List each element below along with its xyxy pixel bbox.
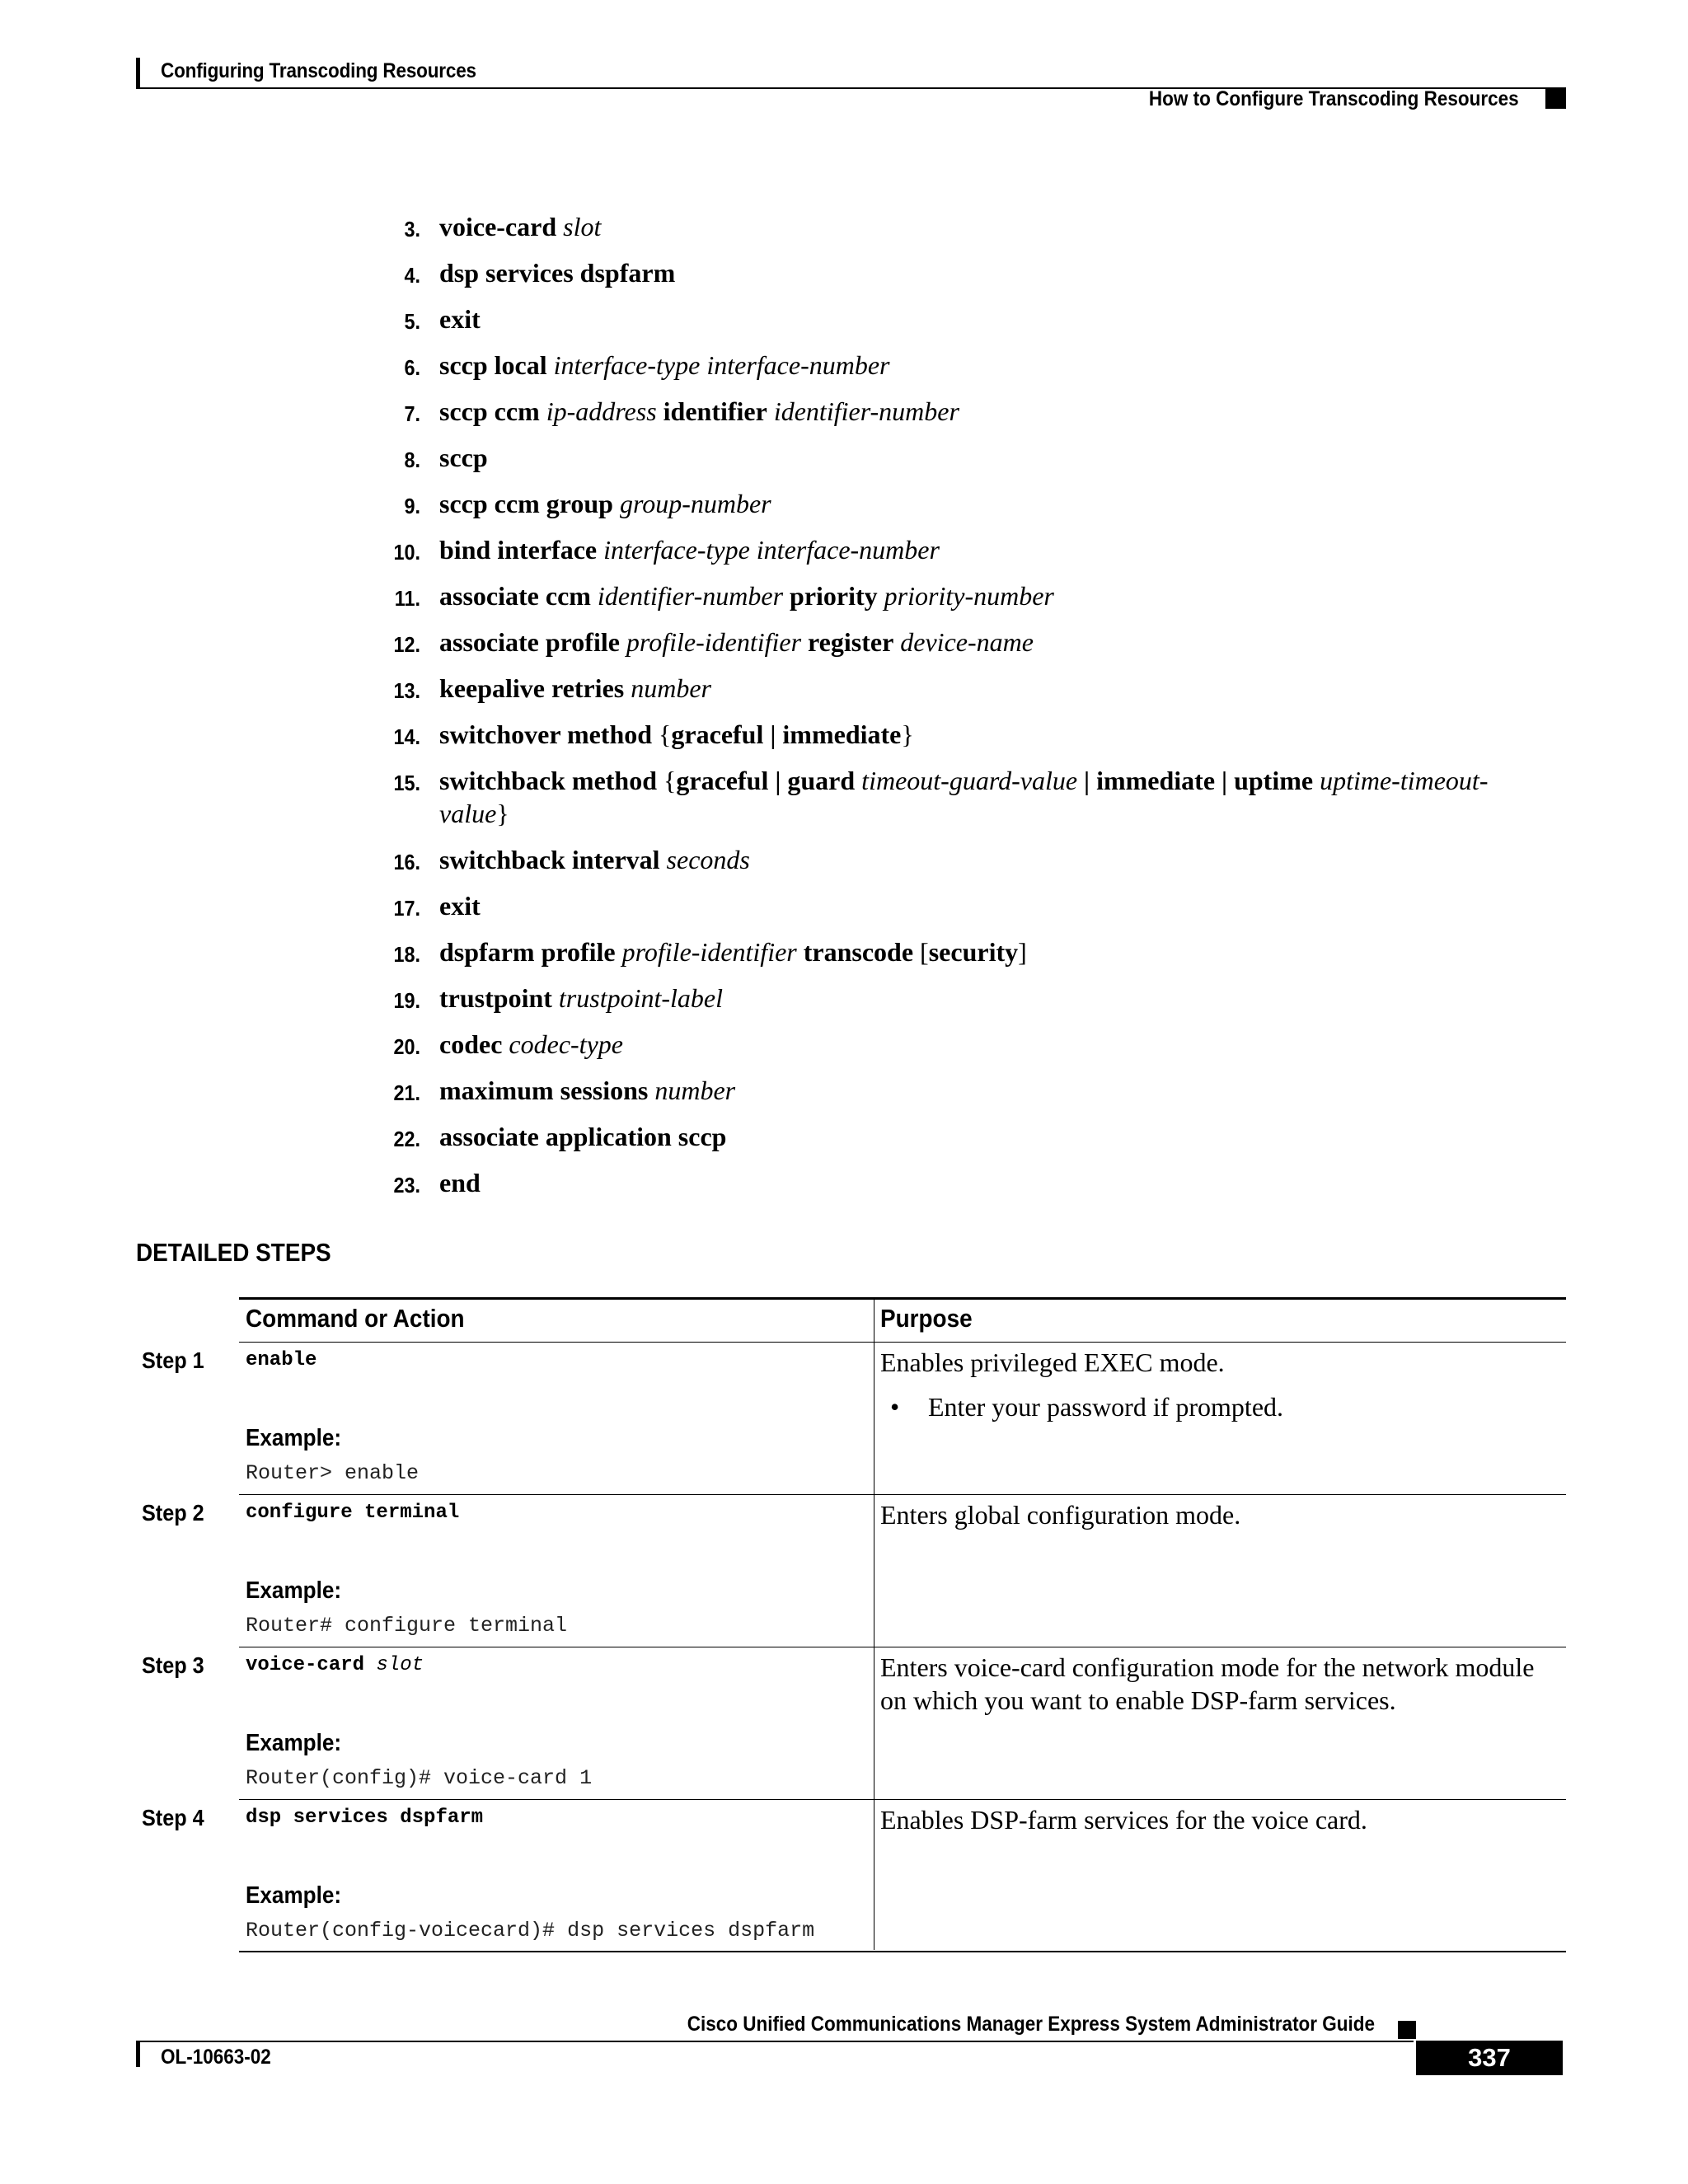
syntax-keyword: codec — [439, 1029, 503, 1059]
syntax-keyword: keepalive retries — [439, 673, 625, 703]
example-code: Router> enable — [246, 1461, 420, 1485]
syntax-punctuation — [556, 212, 563, 241]
table-row — [0, 1343, 1566, 1495]
summary-step — [363, 487, 1550, 520]
syntax-punctuation — [613, 489, 620, 518]
summary-step-number: 4. — [404, 263, 420, 288]
syntax-keyword: maximum sessions — [439, 1076, 649, 1105]
bullet-dot-icon: • — [890, 1392, 900, 1422]
syntax-keyword: immediate — [782, 719, 902, 749]
footer-rule — [136, 2041, 1414, 2042]
summary-step-syntax — [439, 983, 723, 1013]
summary-step-number: 19. — [393, 988, 420, 1013]
example-code: Router(config-voicecard)# dsp services dspfarm — [246, 1919, 815, 1943]
syntax-punctuation — [801, 627, 808, 657]
syntax-punctuation: ] — [1018, 937, 1027, 967]
summary-step-syntax — [439, 350, 889, 380]
syntax-keyword: sccp ccm — [439, 396, 540, 426]
syntax-argument: group-number — [619, 489, 771, 518]
step-label: Step 4 — [142, 1805, 204, 1830]
summary-step-number: 6. — [404, 355, 420, 380]
summary-step-number: 21. — [393, 1080, 420, 1105]
table-row — [0, 1800, 1566, 1952]
syntax-argument: timeout-guard-value — [861, 766, 1078, 795]
syntax-keyword: end — [439, 1168, 481, 1197]
summary-step — [363, 579, 1550, 612]
summary-step-number: 20. — [393, 1034, 420, 1059]
syntax-keyword: associate profile — [439, 627, 620, 657]
syntax-argument: codec-type — [509, 1029, 623, 1059]
syntax-keyword: immediate — [1096, 766, 1216, 795]
syntax-keyword: switchover method — [439, 719, 653, 749]
syntax-argument: interface-type interface-number — [603, 535, 940, 565]
summary-step-syntax — [439, 1168, 481, 1197]
syntax-punctuation — [878, 581, 884, 611]
syntax-punctuation: } — [496, 799, 509, 828]
summary-step-number: 22. — [393, 1127, 420, 1151]
syntax-keyword: | — [763, 719, 783, 749]
header-section-title: How to Configure Transcoding Resources — [1149, 87, 1519, 110]
summary-step-syntax — [439, 396, 959, 426]
syntax-punctuation — [552, 983, 559, 1013]
syntax-punctuation — [597, 535, 603, 565]
syntax-punctuation — [797, 937, 804, 967]
syntax-argument: number — [654, 1076, 736, 1105]
summary-step-number: 11. — [394, 586, 420, 611]
syntax-punctuation — [591, 581, 598, 611]
summary-step-number: 23. — [393, 1173, 420, 1197]
summary-step-syntax — [439, 937, 1027, 967]
summary-step-syntax — [439, 1029, 623, 1059]
example-code: Router(config)# voice-card 1 — [246, 1766, 593, 1790]
summary-step-syntax — [439, 891, 481, 921]
syntax-keyword: switchback method — [439, 766, 658, 795]
summary-step — [363, 1074, 1550, 1107]
syntax-argument: profile-identifier — [626, 627, 802, 657]
summary-step — [363, 1166, 1550, 1199]
column-header-command: Command or Action — [246, 1304, 465, 1333]
syntax-keyword: exit — [439, 891, 481, 921]
summary-step-number: 18. — [393, 942, 420, 967]
summary-step-number: 12. — [393, 632, 420, 657]
step-label: Step 2 — [142, 1500, 204, 1526]
summary-step-syntax — [439, 443, 488, 472]
summary-step — [363, 935, 1550, 968]
syntax-keyword: sccp ccm group — [439, 489, 613, 518]
summary-step-syntax — [439, 258, 675, 288]
summary-step — [363, 349, 1550, 382]
syntax-keyword: dspfarm profile — [439, 937, 616, 967]
summary-step-syntax — [439, 304, 481, 334]
summary-step-number: 17. — [393, 896, 420, 921]
syntax-keyword: guard — [787, 766, 856, 795]
summary-step-number: 9. — [404, 494, 420, 518]
syntax-punctuation — [1313, 766, 1320, 795]
syntax-argument: trustpoint-label — [558, 983, 724, 1013]
syntax-keyword: associate ccm — [439, 581, 591, 611]
step-label: Step 3 — [142, 1652, 204, 1678]
syntax-punctuation — [657, 396, 663, 426]
syntax-punctuation — [783, 581, 790, 611]
page-number: 337 — [1416, 2041, 1563, 2075]
purpose-bullet — [880, 1390, 1556, 1423]
summary-step-number: 3. — [404, 217, 420, 241]
syntax-argument: seconds — [666, 845, 750, 874]
summary-step-syntax — [439, 489, 771, 518]
summary-step — [363, 302, 1550, 335]
purpose-description: Enters voice-card configuration mode for the network module on which you want to enable DSP-farm services. — [880, 1652, 1535, 1715]
summary-step — [363, 672, 1550, 705]
table-row-rule — [239, 1951, 1566, 1952]
syntax-keyword: dsp services dspfarm — [439, 258, 676, 288]
summary-step — [363, 982, 1550, 1015]
syntax-keyword: identifier — [663, 396, 767, 426]
detailed-steps-heading: DETAILED STEPS — [136, 1238, 331, 1267]
purpose-description: Enables DSP-farm services for the voice card. — [880, 1805, 1367, 1835]
command-syntax — [246, 1349, 316, 1371]
purpose-text — [880, 1651, 1556, 1717]
summary-step-syntax — [439, 845, 750, 874]
purpose-description: Enters global configuration mode. — [880, 1500, 1241, 1530]
syntax-keyword: trustpoint — [439, 983, 552, 1013]
summary-step — [363, 1028, 1550, 1061]
syntax-punctuation: { — [657, 766, 677, 795]
summary-step-number: 8. — [404, 448, 420, 472]
summary-step — [363, 210, 1550, 243]
example-label: Example: — [246, 1425, 342, 1451]
syntax-punctuation — [660, 845, 667, 874]
syntax-keyword: bind interface — [439, 535, 598, 565]
syntax-argument: slot — [563, 212, 602, 241]
summary-step — [363, 395, 1550, 428]
syntax-keyword: security — [928, 937, 1019, 967]
table-row — [0, 1495, 1566, 1647]
syntax-punctuation — [855, 766, 861, 795]
summary-step-syntax — [439, 1076, 735, 1105]
example-label: Example: — [246, 1577, 342, 1604]
syntax-punctuation — [620, 627, 626, 657]
syntax-keyword: switchback interval — [439, 845, 660, 874]
syntax-keyword: transcode — [803, 937, 914, 967]
command-syntax — [246, 1654, 424, 1676]
syntax-punctuation — [540, 396, 546, 426]
table-top-rule — [239, 1297, 1566, 1300]
syntax-argument: device-name — [900, 627, 1034, 657]
command-syntax — [246, 1502, 459, 1524]
summary-step — [363, 1120, 1550, 1153]
syntax-argument: priority-number — [884, 581, 1054, 611]
table-row — [0, 1647, 1566, 1800]
syntax-keyword: associate application sccp — [439, 1122, 727, 1151]
summary-step — [363, 533, 1550, 566]
syntax-argument: number — [631, 673, 711, 703]
summary-step-number: 7. — [404, 401, 420, 426]
summary-step-syntax — [439, 581, 1054, 611]
syntax-argument: uptime-timeout-value — [439, 766, 1489, 828]
command-argument: slot — [376, 1654, 424, 1676]
syntax-punctuation — [767, 396, 774, 426]
footer-marker-square — [1398, 2021, 1416, 2039]
summary-step-number: 13. — [393, 678, 420, 703]
syntax-punctuation: { — [652, 719, 672, 749]
syntax-argument: interface-type interface-number — [553, 350, 890, 380]
purpose-bullet-text: Enter your password if prompted. — [928, 1392, 1284, 1422]
summary-step-syntax — [439, 535, 940, 565]
column-header-purpose: Purpose — [880, 1304, 973, 1333]
footer-left-bar — [136, 2042, 140, 2067]
summary-step-syntax — [439, 673, 711, 703]
syntax-keyword: uptime — [1234, 766, 1314, 795]
summary-step — [363, 441, 1550, 474]
summary-step-syntax — [439, 1122, 726, 1151]
header-chapter-title: Configuring Transcoding Resources — [161, 59, 476, 82]
syntax-keyword: graceful — [671, 719, 764, 749]
syntax-keyword: priority — [790, 581, 878, 611]
syntax-punctuation: } — [901, 719, 914, 749]
syntax-keyword: sccp local — [439, 350, 547, 380]
summary-step-number: 10. — [393, 540, 420, 565]
summary-step-syntax — [439, 212, 601, 241]
command-syntax — [246, 1807, 483, 1829]
purpose-text — [880, 1498, 1556, 1531]
summary-steps-list — [363, 210, 1550, 1212]
summary-step-number: 15. — [393, 771, 420, 795]
purpose-text — [880, 1803, 1556, 1836]
example-label: Example: — [246, 1882, 342, 1909]
syntax-argument: profile-identifier — [621, 937, 797, 967]
summary-step-number: 16. — [393, 850, 420, 874]
summary-step-syntax — [439, 766, 1488, 828]
example-label: Example: — [246, 1730, 342, 1756]
summary-step-number: 5. — [404, 309, 420, 334]
summary-step — [363, 889, 1550, 922]
syntax-keyword: voice-card — [439, 212, 557, 241]
syntax-keyword: | — [1077, 766, 1097, 795]
summary-step — [363, 626, 1550, 658]
syntax-keyword: | — [1215, 766, 1235, 795]
syntax-punctuation — [616, 937, 622, 967]
header-left-bar — [136, 58, 140, 89]
example-code: Router# configure terminal — [246, 1614, 568, 1638]
syntax-argument: identifier-number — [597, 581, 784, 611]
syntax-keyword: exit — [439, 304, 481, 334]
syntax-punctuation: [ — [913, 937, 929, 967]
syntax-keyword: graceful — [676, 766, 769, 795]
purpose-text — [880, 1346, 1556, 1423]
summary-step-number: 14. — [393, 724, 420, 749]
syntax-keyword: register — [808, 627, 894, 657]
purpose-description: Enables privileged EXEC mode. — [880, 1347, 1225, 1377]
syntax-keyword: | — [768, 766, 788, 795]
command-keyword: enable — [246, 1349, 317, 1371]
syntax-keyword: sccp — [439, 443, 488, 472]
command-keyword: configure terminal — [246, 1502, 460, 1524]
syntax-argument: identifier-number — [773, 396, 959, 426]
summary-step — [363, 256, 1550, 289]
header-marker-square — [1545, 88, 1566, 109]
syntax-argument: ip-address — [546, 396, 657, 426]
step-label: Step 1 — [142, 1347, 204, 1373]
syntax-punctuation — [547, 350, 554, 380]
footer-guide-title: Cisco Unified Communications Manager Express System Administrator Guide — [687, 2013, 1375, 2036]
summary-step-syntax — [439, 719, 914, 749]
summary-step — [363, 843, 1550, 876]
summary-step-syntax — [439, 627, 1034, 657]
command-keyword: voice-card — [246, 1654, 365, 1676]
footer-doc-number: OL-10663-02 — [161, 2046, 271, 2069]
summary-step — [363, 764, 1550, 830]
summary-step — [363, 718, 1550, 751]
command-keyword: dsp services dspfarm — [246, 1807, 484, 1829]
